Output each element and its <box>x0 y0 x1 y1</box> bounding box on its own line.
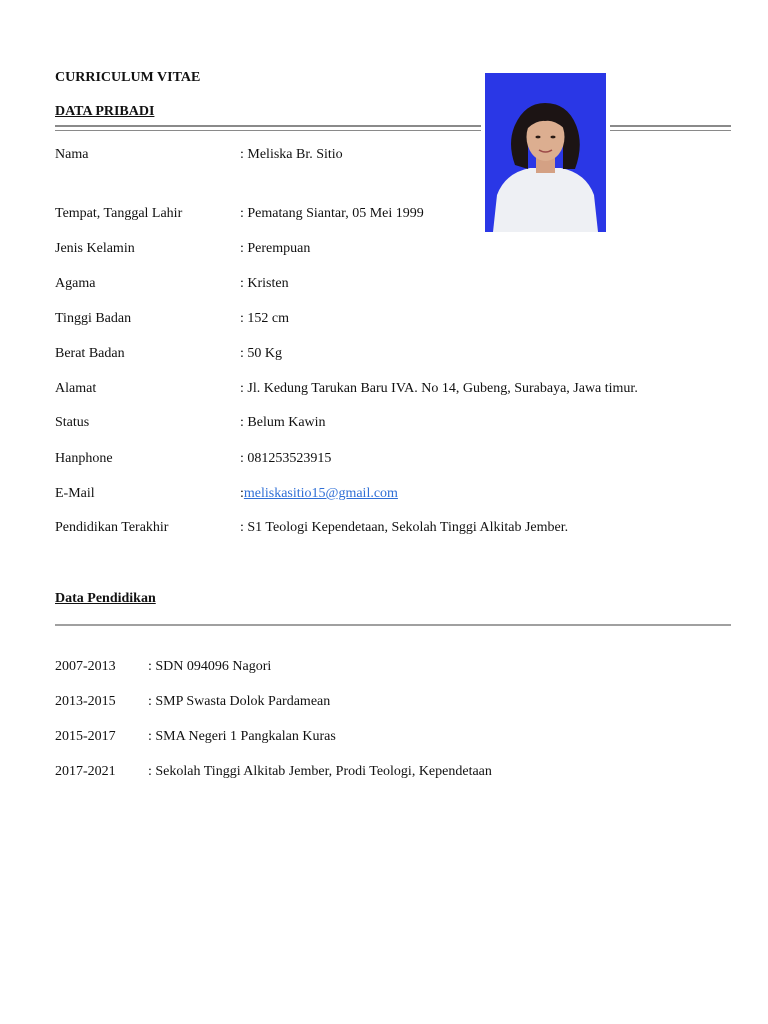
education-school: : SMP Swasta Dolok Pardamean <box>148 694 331 709</box>
education-school: : SDN 094096 Nagori <box>148 659 272 674</box>
education-divider <box>55 624 731 626</box>
section-title-education: Data Pendidikan <box>55 591 156 606</box>
value-status: : Belum Kawin <box>240 415 326 430</box>
section-divider-left <box>55 125 481 131</box>
value-agama: : Kristen <box>240 276 289 291</box>
email-prefix: : <box>240 486 244 501</box>
value-alamat: : Jl. Kedung Tarukan Baru IVA. No 14, Gubeng, Surabaya, Jawa timur. <box>240 381 638 396</box>
section-title-personal: DATA PRIBADI <box>55 104 155 119</box>
label-agama: Agama <box>55 276 96 291</box>
document-title: CURRICULUM VITAE <box>55 70 201 85</box>
value-hanphone: : 081253523915 <box>240 451 332 466</box>
education-school: : SMA Negeri 1 Pangkalan Kuras <box>148 729 336 744</box>
section-divider-right <box>610 125 731 131</box>
education-years: 2007-2013 <box>55 659 116 674</box>
label-status: Status <box>55 415 90 430</box>
value-tinggi-badan: : 152 cm <box>240 311 289 326</box>
education-years: 2015-2017 <box>55 729 116 744</box>
value-tempat-tanggal-lahir: : Pematang Siantar, 05 Mei 1999 <box>240 206 424 221</box>
label-jenis-kelamin: Jenis Kelamin <box>55 241 135 256</box>
label-hanphone: Hanphone <box>55 451 113 466</box>
label-berat-badan: Berat Badan <box>55 346 125 361</box>
value-jenis-kelamin: : Perempuan <box>240 241 311 256</box>
label-tinggi-badan: Tinggi Badan <box>55 311 132 326</box>
value-pendidikan-terakhir: : S1 Teologi Kependetaan, Sekolah Tinggi Alkitab Jember. <box>240 520 569 535</box>
education-years: 2017-2021 <box>55 764 116 779</box>
education-years: 2013-2015 <box>55 694 116 709</box>
label-tempat-tanggal-lahir: Tempat, Tanggal Lahir <box>55 206 183 221</box>
profile-photo <box>485 73 606 232</box>
label-nama: Nama <box>55 147 89 162</box>
label-pendidikan-terakhir: Pendidikan Terakhir <box>55 520 169 535</box>
education-school: : Sekolah Tinggi Alkitab Jember, Prodi Teologi, Kependetaan <box>148 764 492 779</box>
value-email <box>240 486 398 502</box>
value-berat-badan: : 50 Kg <box>240 346 282 361</box>
email-link[interactable]: meliskasitio15@gmail.com <box>243 486 398 501</box>
label-alamat: Alamat <box>55 381 97 396</box>
label-email: E-Mail <box>55 486 95 501</box>
value-nama: : Meliska Br. Sitio <box>240 147 343 162</box>
